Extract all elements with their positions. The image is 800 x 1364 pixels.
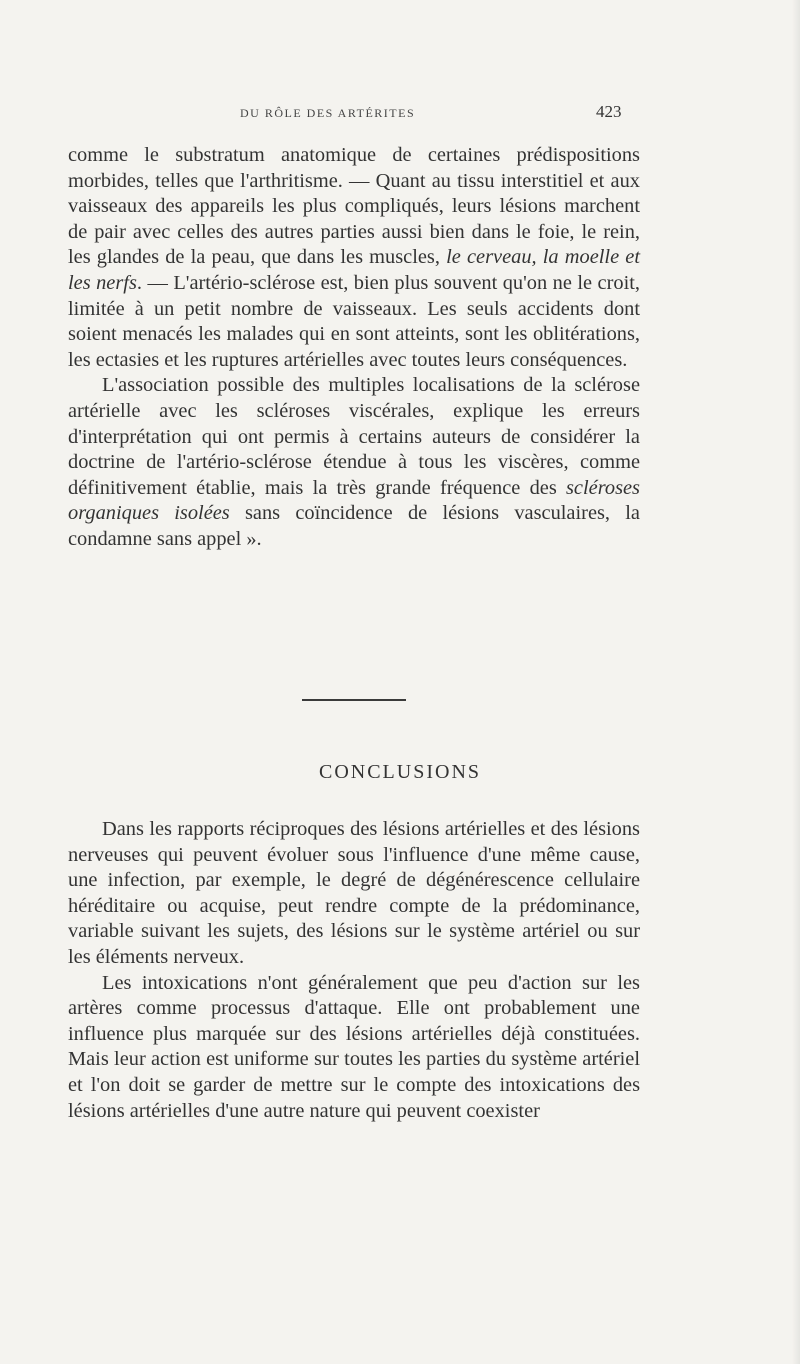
paragraph: L'association possible des multiples localisations de la sclérose artérielle avec les scléroses viscérales, explique les erreurs d'interprétation qui ont permis à certains auteurs de considérer la doctrine de l'artério-sclérose étendue à tous les viscères, comme définitivement établie, mais la très grande fréquence des scléroses organiques isolées sans coïncidence de lésions vasculaires, la condamne sans appel ». <box>68 374 640 550</box>
body-text-top <box>68 143 640 553</box>
paragraph: Les intoxications n'ont généralement que peu d'action sur les artères comme processus d'attaque. Elle ont probablement une influence plus marquée sur des lésions artérielles déjà constituées. Mais leur action est uniforme sur toutes les parties du système artériel et l'on doit se garder de mettre sur le compte des intoxications des lésions artérielles d'une autre nature qui peuvent coexister <box>68 971 640 1122</box>
page-number: 423 <box>596 102 622 121</box>
section-divider <box>302 699 406 701</box>
body-text-conclusions <box>68 817 640 1124</box>
section-heading: CONCLUSIONS <box>318 761 482 783</box>
italic-phrase: le cerveau, la moelle et les nerfs <box>68 246 641 294</box>
italic-phrase: scléroses organiques isolées <box>68 476 640 525</box>
running-head <box>0 104 800 126</box>
paragraph: Dans les rapports réciproques des lésions artérielles et des lésions nerveuses qui peuvent évoluer sous l'influence d'une même cause, une infection, par exemple, le degré de dégénérescence cellulaire héréditaire ou acquise, peut rendre compte de la prédominance, variable suivant les sujets, des lésions sur le système artériel ou sur les éléments nerveux. <box>68 818 640 968</box>
page-edge-shadow <box>792 0 800 1364</box>
paragraph-continued: comme le substratum anatomique de certaines prédispositions morbides, telles que l'arthritisme. — Quant au tissu interstitiel et aux vaisseaux des appareils les plus compliqués, leurs lésions marchent de pair avec celles des autres parties aussi bien dans le foie, le rein, les glandes de la peau, que dans les muscles, le cerveau, la moelle et les nerfs. — L'artério-sclérose est, bien plus souvent qu'on ne le croit, limitée à un petit nombre de vaisseaux. Les seuls accidents dont soient menacés les malades qui en sont atteints, sont les oblitérations, les ectasies et les ruptures artérielles avec toutes leurs conséquences. <box>68 144 641 371</box>
running-head-title: DU RÔLE DES ARTÉRITES <box>240 106 416 120</box>
